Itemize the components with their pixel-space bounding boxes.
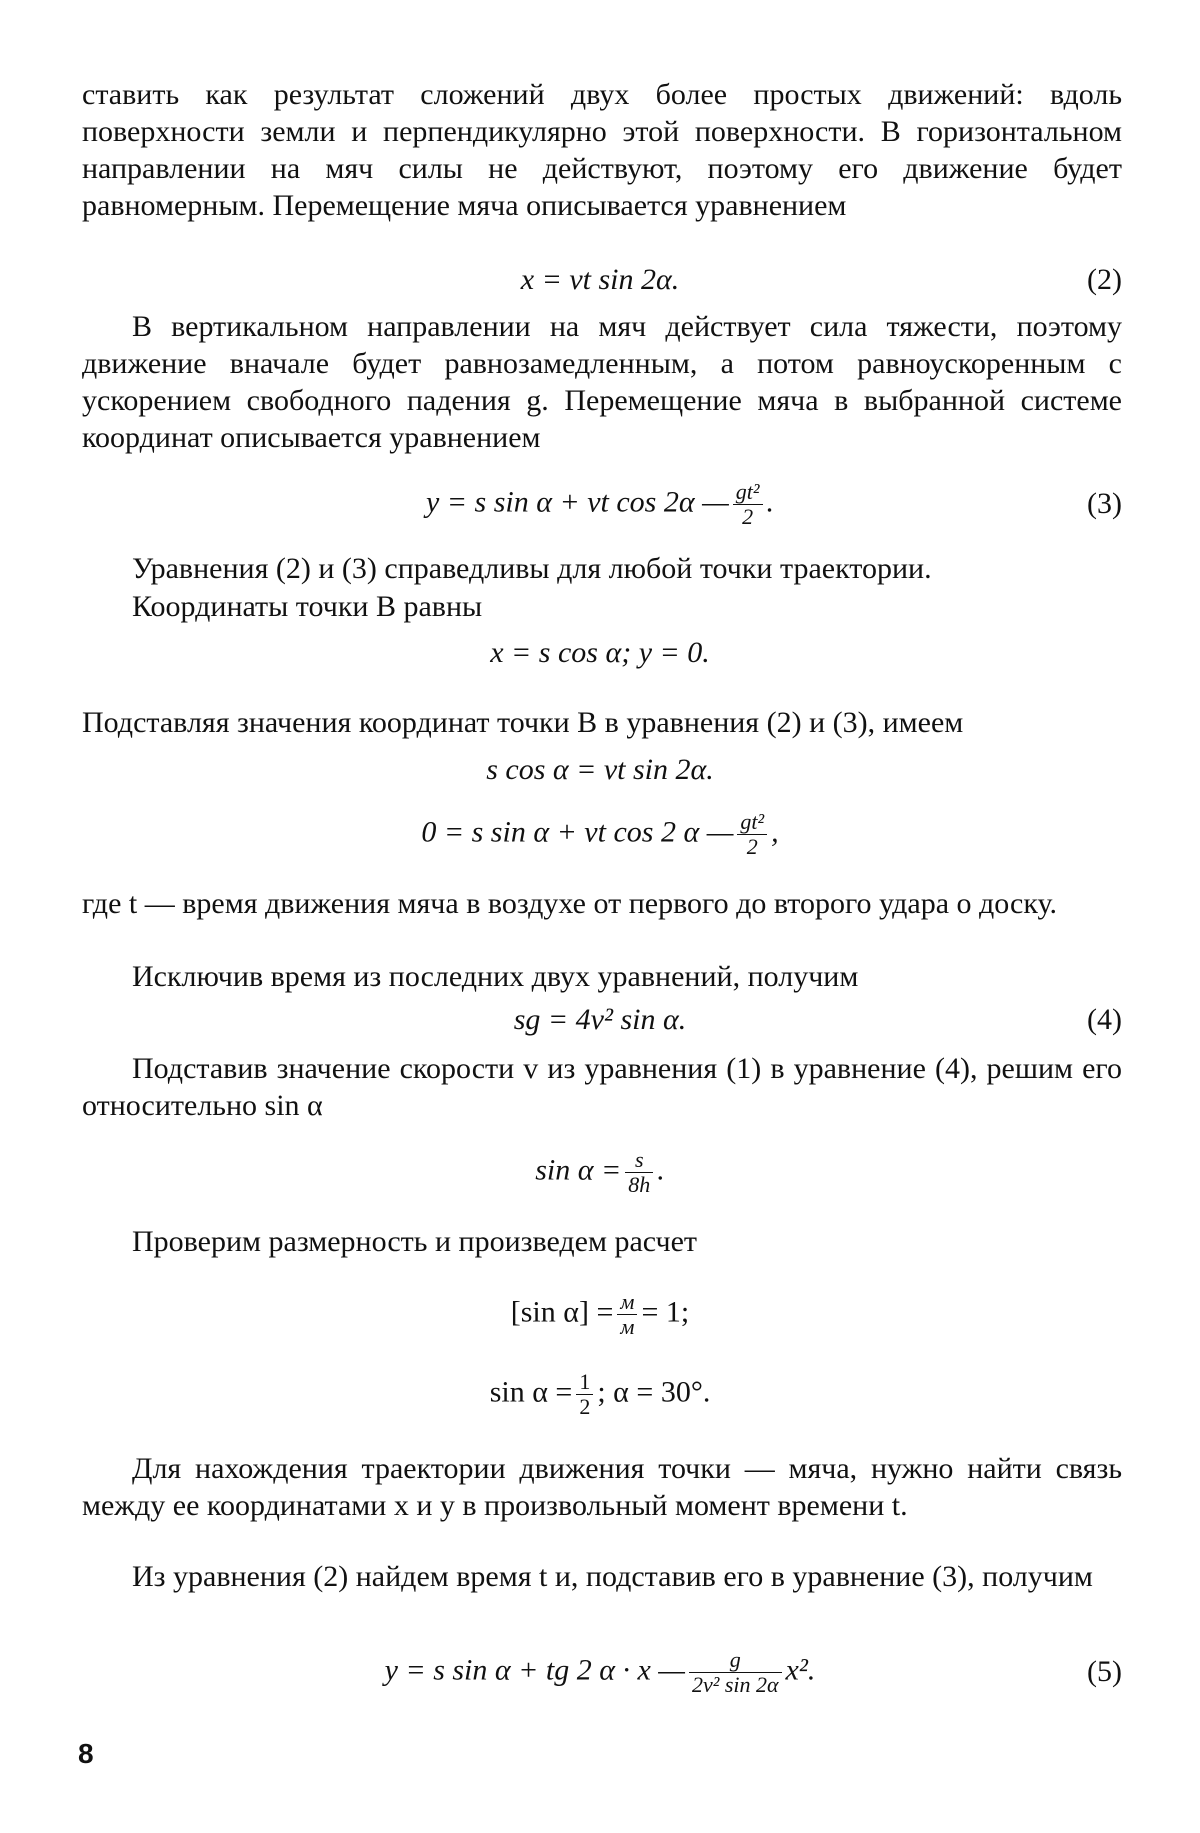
equation-dimension <box>0 1290 1200 1339</box>
equation-dimension-fraction <box>617 1290 637 1339</box>
equation-3-number: (3) <box>1087 487 1122 520</box>
paragraph-motion-decomposition: ставить как результат сложений двух более простых движений: вдоль поверхности земли и перпендикулярно этой поверхности. В горизонтальном направлении на мяч силы не действуют, поэтому его движение будет равномерным. Перемещение мяча описывается уравнением <box>82 78 1122 222</box>
equation-sin-alpha-fraction <box>625 1148 653 1197</box>
paragraph-dimension-check: Проверим размерность и произведем расчет <box>132 1225 697 1258</box>
fraction-numerator: g <box>689 1648 782 1673</box>
paragraph-equations-valid: Уравнения (2) и (3) справедливы для любой точки траектории. <box>132 552 932 585</box>
paragraph-trajectory: Для нахождения траектории движения точки — мяча, нужно найти связь между ее координатами x и y в произвольный момент времени t. <box>82 1452 1122 1522</box>
equation-substituted-1 <box>0 752 1200 788</box>
equation-3-right: . <box>766 485 775 519</box>
equation-result <box>0 1370 1200 1419</box>
fraction-denominator: 2 <box>579 1394 591 1419</box>
equation-2-body: x = vt sin 2α. <box>520 263 680 296</box>
equation-substituted-2-left: 0 = s sin α + vt cos 2 α — <box>421 815 734 849</box>
equation-sin-alpha-left: sin α = <box>535 1153 622 1187</box>
fraction-denominator: м <box>620 1314 635 1339</box>
fraction-numerator: gt² <box>733 480 763 505</box>
equation-3 <box>0 480 1200 529</box>
equation-2-number: (2) <box>1087 263 1122 296</box>
equation-substituted-2-right: , <box>771 815 779 849</box>
fraction-denominator: 8h <box>628 1172 651 1197</box>
equation-substituted-2 <box>0 810 1200 859</box>
equation-5-number: (5) <box>1087 1655 1122 1688</box>
equation-5-right: x². <box>785 1653 816 1687</box>
equation-point-b-body: x = s cos α; y = 0. <box>490 636 710 669</box>
paragraph-substitute-velocity: Подставив значение скорости v из уравнения (1) в уравнение (4), решим его относительно sin α <box>82 1052 1122 1122</box>
fraction-denominator: 2 <box>742 504 754 529</box>
equation-sin-alpha <box>0 1148 1200 1197</box>
paragraph-substitution: Подставляя значения координат точки B в уравнения (2) и (3), имеем <box>82 706 964 739</box>
equation-3-left: y = s sin α + vt cos 2α — <box>425 485 729 519</box>
fraction-denominator: 2 <box>746 834 758 859</box>
equation-4-body: sg = 4v² sin α. <box>513 1003 687 1036</box>
equation-2 <box>0 262 1200 298</box>
equation-result-fraction <box>576 1370 593 1419</box>
paragraph-vertical-motion: В вертикальном направлении на мяч действует сила тяжести, поэтому движение вначале будет равнозамедленным, а потом равноускоренным с ускорением свободного падения g. Перемещение мяча в выбранной системе координат описывается уравнением <box>82 310 1122 454</box>
equation-result-right: ; α = 30°. <box>597 1375 711 1409</box>
fraction-numerator: s <box>625 1148 653 1173</box>
equation-5-left: y = s sin α + tg 2 α · x — <box>384 1653 685 1687</box>
equation-4-number: (4) <box>1087 1003 1122 1036</box>
equation-dimension-right: = 1; <box>641 1295 690 1329</box>
paragraph-time-definition: где t — время движения мяча в воздухе от первого до второго удара о доску. <box>82 887 1058 920</box>
equation-point-b <box>0 635 1200 671</box>
fraction-numerator: gt² <box>737 810 767 835</box>
equation-substituted-1-body: s cos α = vt sin 2α. <box>486 753 714 786</box>
page-number: 8 <box>78 1738 94 1769</box>
equation-dimension-left: [sin α] = <box>510 1295 614 1329</box>
equation-sin-alpha-right: . <box>657 1153 665 1187</box>
paragraph-eliminate-time: Исключив время из последних двух уравнений, получим <box>132 960 859 993</box>
equation-3-fraction <box>733 480 763 529</box>
equation-5 <box>0 1648 1200 1697</box>
fraction-numerator: м <box>617 1290 637 1315</box>
paragraph-find-time: Из уравнения (2) найдем время t и, подставив его в уравнение (3), получим <box>132 1560 1093 1593</box>
paragraph-point-b-coordinates: Координаты точки B равны <box>132 590 483 623</box>
equation-result-left: sin α = <box>489 1375 573 1409</box>
fraction-denominator: 2v² sin 2α <box>691 1672 779 1697</box>
equation-4 <box>0 1002 1200 1038</box>
equation-substituted-2-fraction <box>737 810 767 859</box>
fraction-numerator: 1 <box>576 1370 593 1395</box>
equation-5-fraction <box>689 1648 782 1697</box>
